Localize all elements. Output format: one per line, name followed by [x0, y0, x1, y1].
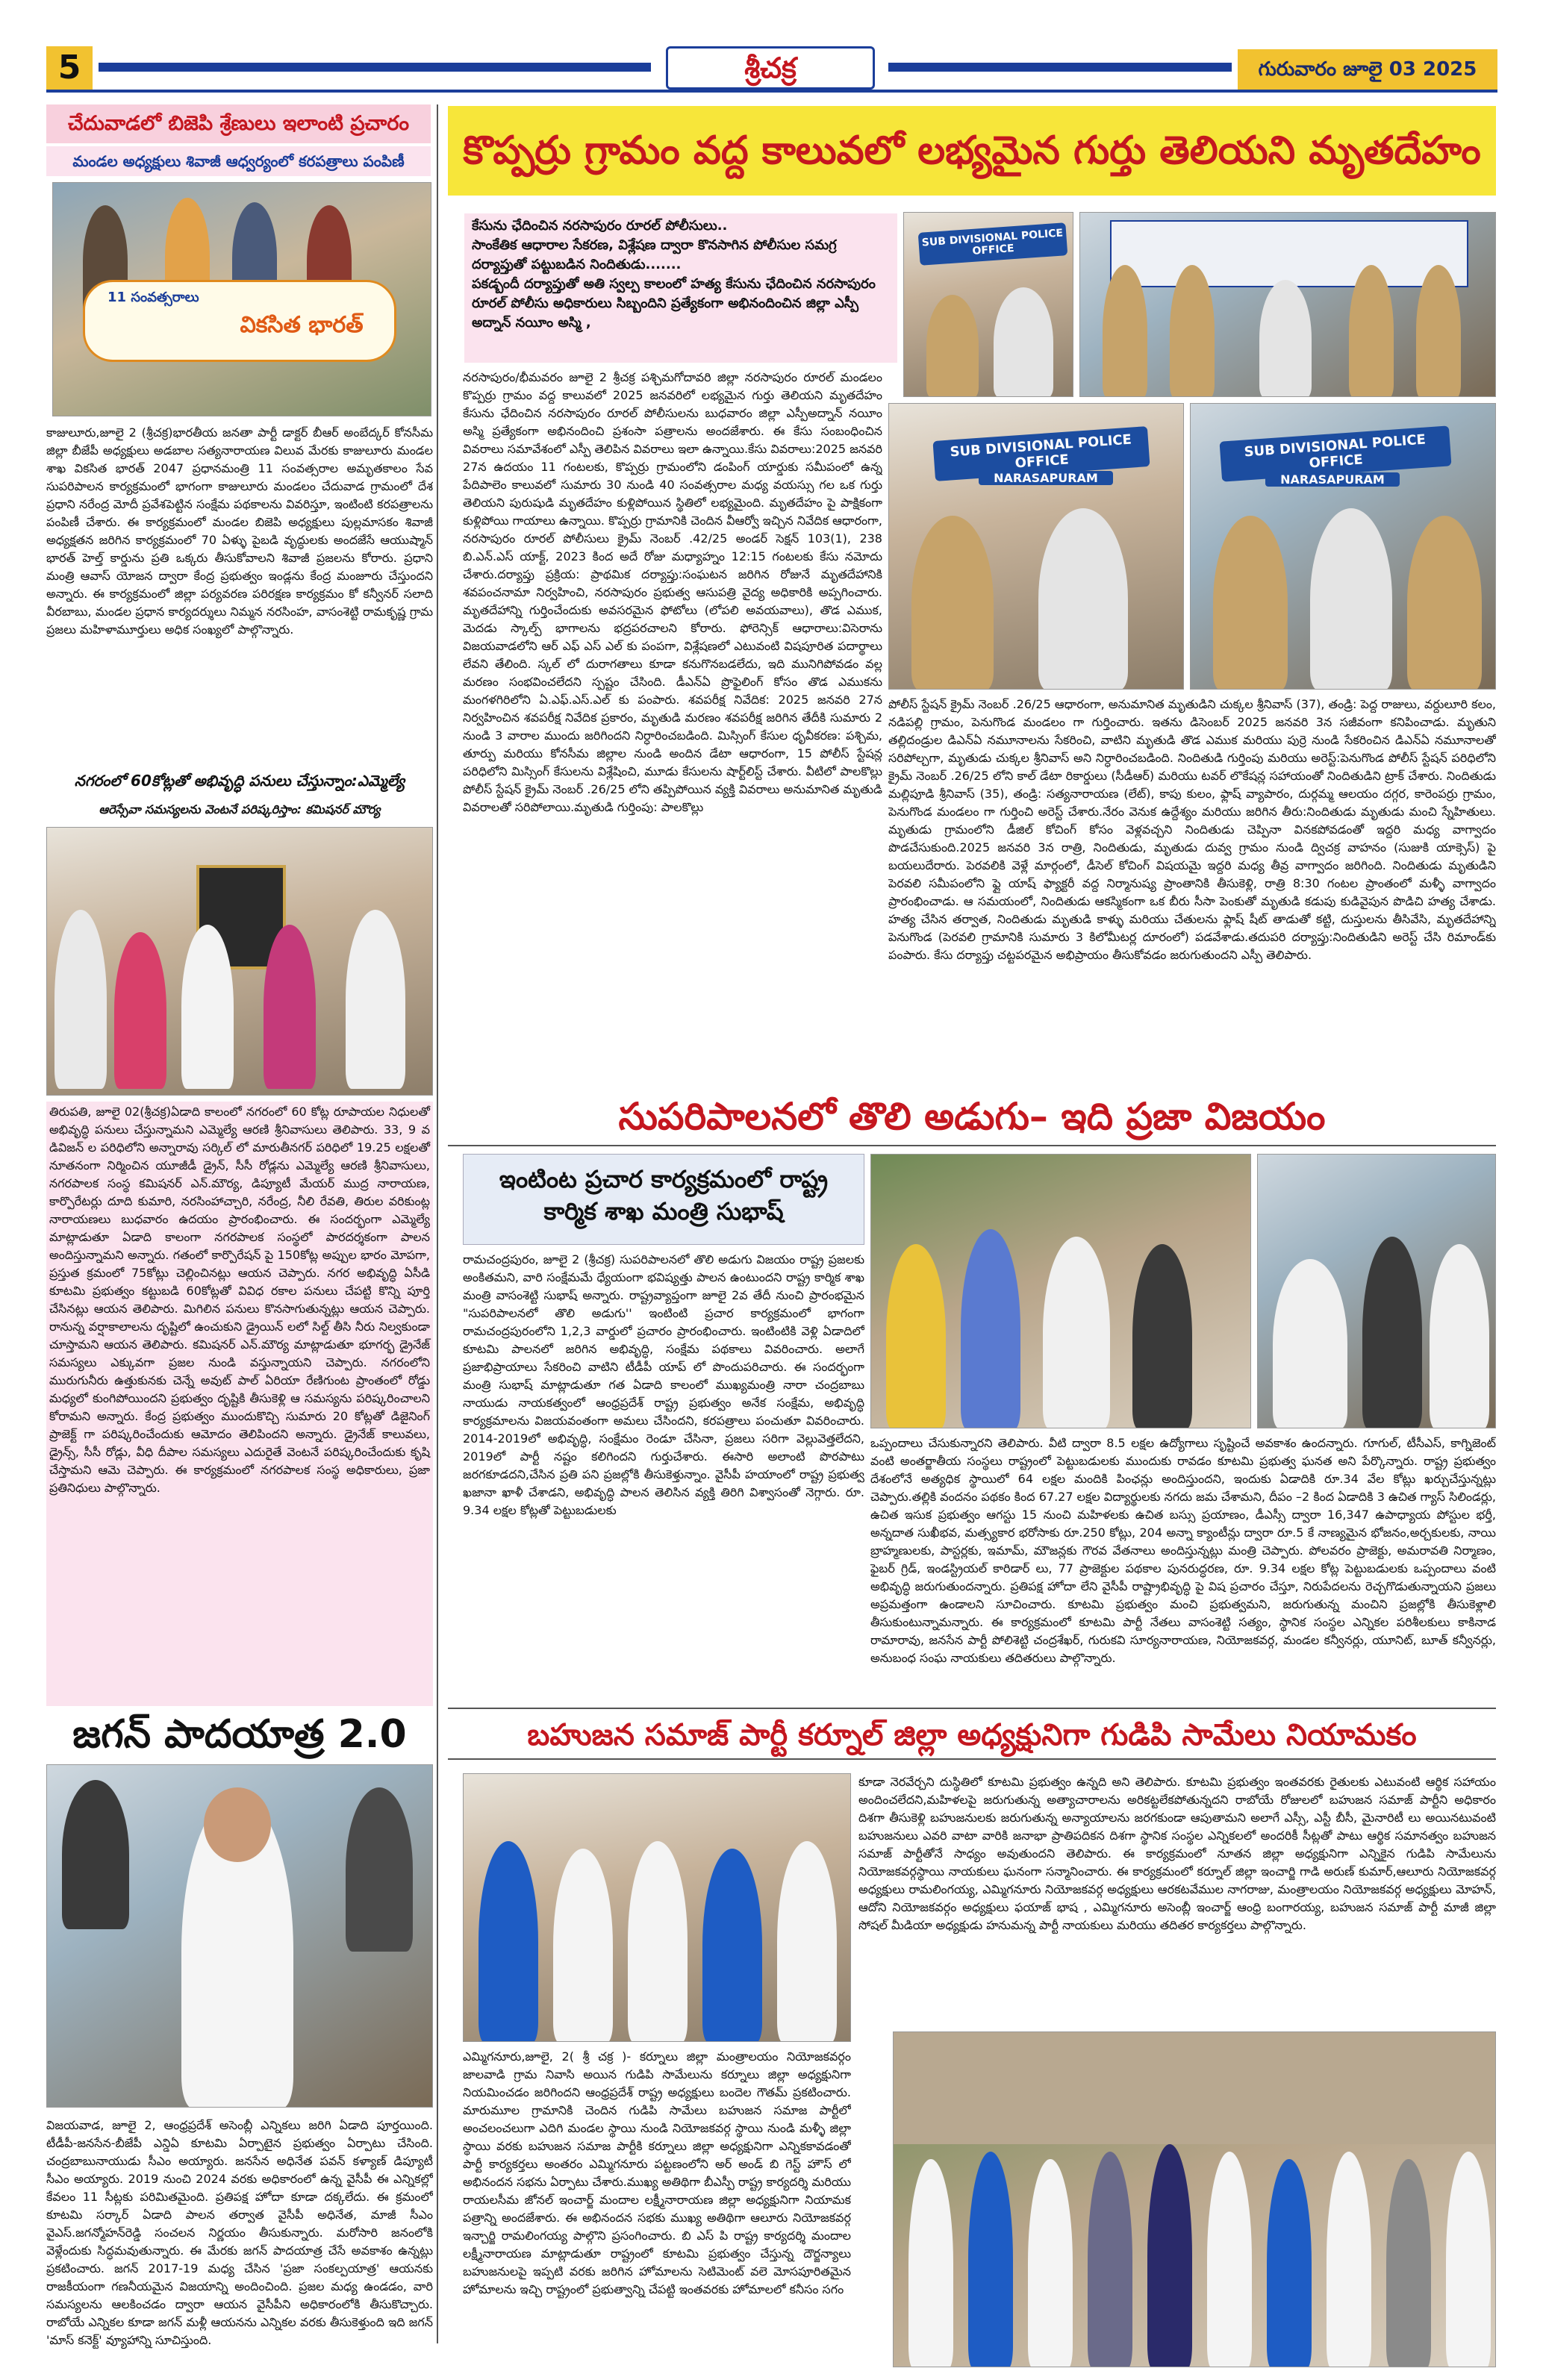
page-number: 5 [46, 46, 93, 90]
person-figure [926, 295, 979, 397]
police-photo-3 [888, 403, 1184, 690]
masthead [46, 46, 1497, 93]
person-figure [961, 1229, 1020, 1428]
person-figure [1132, 1244, 1192, 1428]
bjp-headline: చేదువాడలో బిజెపి శ్రేణులు ఇలాంటి ప్రచారం [46, 104, 431, 143]
person-figure [1349, 265, 1394, 397]
person-figure [1170, 265, 1215, 397]
person-figure [777, 1841, 837, 2042]
face [204, 1787, 271, 1862]
publication-logo: శ్రీచక్ర [666, 46, 875, 90]
police-signboard-place: NARASAPURAM [1265, 472, 1400, 487]
person-figure [114, 932, 166, 1089]
bsp-article-body-b: కూడా నెరవేర్చని దుస్థితిలో కూటమి ప్రభుత్వం ఉన్నది అని తెలిపారు. కూటమి ప్రభుత్వం ఇంతవరకు రైతులకు ఎటువంటి ఆర్థిక సహాయం అందించలేదని,మహిళలపై జరుగుతున్న అత్యాచారాలను అరికట్టలేకపోతున్నదని రాబోయే రోజులలో బహుజన సమాజ్ పార్టీని అధికారం దిశగా తీసుకెళ్లి బహుజనులకు జరుగుతున్న అన్యాయాలను జరగకుండా ఆపుతామని అలాగే ఎస్సీ, ఎస్టీ బీసీ, మైనారిటీ లు అయినటువంటి బహుజనులు ఎవరి వాటా వారికి జనాభా ప్రాతిపదికన దిశగా స్థానిక సంస్థల ఎన్నికలలో అందరికీ సీట్లతో పాటు ఆర్థిక సమానత్వం బహుజన సమాజ్ పార్టీతోనే సాధ్యం అవుతుందని తెలిపారు. ఈ కార్యక్రమంలో నూతన జిల్లా అధ్యక్షునిగా ఎన్నికైన గుడిపి సామేలును నియోజకవర్గస్థాయి నాయకులు ఘనంగా సన్మానించారు. ఈ కార్యక్రమంలో కర్నూల్ జిల్లా ఇంచార్జి గాడి అరుణ్ కుమార్,ఆలూరు నియోజకవర్గ అధ్యక్షులు రామలింగయ్య, ఎమ్మిగనూరు నియోజకవర్గ అధ్యక్షులు ఆరకటవేముల నాగరాజు, మంత్రాలయం నియోజకవర్గ అధ్యక్షులు మోహన్, ఆదోని నియోజకవర్గం అధ్యక్షులు ఫయాజ్ భాష , ఎమ్మిగనూరు అసెంబ్లీ ఇంచార్జ్ ఆంధ్రి బంగారయ్య, బహుజన సమాజ్ పార్టీ మాజీ జిల్లా సోషల్ మీడియా అధ్యక్షుడు హనుమన్న పార్టీ నాయకులు మరియు తదితర కార్యకర్తలు పాల్గొన్నారు. [858, 1775, 1496, 1932]
person-figure [1103, 265, 1147, 397]
mla-subhead: ఆరెస్సేవా సమస్యలను వెంటనే పరిష్కరిస్తాం: కమిషనర్ మౌర్య [99, 802, 381, 816]
person-figure [1430, 1244, 1489, 1428]
jagan-article-body: విజయవాడ, జూలై 2, ఆంధ్రప్రదేశ్ అసెంబ్లీ ఎన్నికలు జరిగి ఏడాది పూర్తయింది. టీడీపీ-జనసేన-బీజేపీ ఎన్డిఏ కూటమి ఏర్పాటైన ప్రభుత్వం ఏర్పాటు చేసింది. చంద్రబాబునాయుడు సీఎం అయ్యారు. జనసేన అధినేత పవన్ కళ్యాణ్ డిప్యూటీ సీఎం అయ్యారు. 2019 నుంచి 2024 వరకు అధికారంలో ఉన్న వైసీపీ ఈ ఎన్నికల్లో కేవలం 11 సీట్లకు పరిమితమైంది. ప్రతిపక్ష హోదా కూడా దక్కలేదు. ఈ క్రమంలో కూటమి సర్కార్ ఏడాది పాలన తర్వాత వైసీపీ అధినేత, మాజీ సీఎం వైఎస్.జగన్మోహన్‌రెడ్డి సంచలన నిర్ణయం తీసుకున్నారు. మరోసారి జనంలోకి వెళ్లేందుకు సిద్ధమవుతున్నారు. ఈ మేరకు జగన్ పాదయాత్ర చేసే అవకాశం ఉన్నట్లు ప్రకటించారు. జగన్ 2017-19 మధ్య చేసిన 'ప్రజా సంకల్పయాత్ర' ఆయనకు రాజకీయంగా గణనీయమైన విజయాన్ని అందించింది. ప్రజల మధ్య ఉండడం, వారి సమస్యలను ఆలకించడం ద్వారా ఆయన వైసీపీని అధికారంలోకి తీసుకొచ్చారు. రాబోయే ఎన్నికల కూడా జగన్ మళ్లీ ఆయనను ఎన్నికల వరకు తీసుకెళ్తుంది ఇది జగన్ 'మాస్ కనెక్ట్' వ్యూహాన్ని సూచిస్తుంది. [46, 2118, 433, 2347]
person-figure [968, 2152, 1013, 2367]
minister-title-box [463, 1154, 864, 1245]
person-figure [1213, 516, 1288, 690]
person-figure [1028, 2159, 1073, 2367]
minister-article-body-b: ఒప్పందాలు చేసుకున్నారని తెలిపారు. వీటి ద్వారా 8.5 లక్షల ఉద్యోగాలు సృష్టించే అవకాశం ఉందన్నారు. గూగుల్, టీసీఎస్, కాగ్నిజెంట్ వంటి అంతర్జాతీయ సంస్థలు రాష్ట్రంలో పెట్టుబడులకు ముందుకు రావడం కూటమి ప్రభుత్వ ఘనత అని పేర్కొన్నారు. రాష్ట్ర ప్రభుత్వం దేశంలోనే అత్యధిక స్థాయిలో 64 లక్షల మందికి పింఛన్లు అందిస్తుందని, ఇందుకు ఏడాదికి రూ.34 వేల కోట్లు ఖర్చుచేస్తున్నట్లు చెప్పారు.తల్లికి వందనం పథకం కింద 67.27 లక్షల విద్యార్థులకు నగదు జమ చేశామని, దీపం –2 కింద ఏడాదికి 3 ఉచిత గ్యాస్ సిలిండర్లు, ఉచిత ఇసుక ప్రభుత్వం ఆగస్టు 15 నుంచి మహిళలకు ఉచిత బస్సు ప్రయాణం, డీఎస్సీ ద్వారా 16,347 ఉపాధ్యాయ పోస్టుల భర్తీ, అన్నదాత సుఖీభవ, మత్స్యకార భరోసాకు రూ.250 కోట్లు, 204 అన్నా క్యాంటీన్లు ద్వారా రూ.5 కే నాణ్యమైన భోజనం,అర్చకులకు, నాయి బ్రాహ్మణులకు, పాస్టర్లకు, ఇమామ్, మౌజన్లకు గౌరవ వేతనాలు అందిస్తున్నట్లు మంత్రి చెప్పారు. పోలవరం ప్రాజెక్టు, అమరావతి నిర్మాణం, ఫైబర్ గ్రిడ్, ఇండస్ట్రియల్ కారిడార్ లు, 77 ప్రాజెక్టుల పథకాల పునరుద్ధరణ, రూ. 9.34 లక్షల కోట్ల పెట్టుబడులకు ఒప్పందాలు వంటి అభివృద్ధి జరుగుతుందన్నారు. ప్రతిపక్ష హోదా లేని వైసీపీ రాష్ట్రాభివృద్ధి పై విష ప్రచారం చేస్తూ, నిరుపేదలను రెచ్చగొడుతున్నాయని ప్రజలు అప్రమత్తంగా ఉండాలని సూచించారు. కూటమి ప్రభుత్వం మంచి ప్రభుత్వమని, జరుగుతున్న మంచిని ప్రజల్లోకి తీసుకెళ్లాలి తీసుకుంటున్నామన్నారు. ఈ కార్యక్రమంలో కూటమి పార్టీ నేతలు వాసంశెట్టి సత్యం, స్థానిక సంస్థల ఎన్నికల పరిశీలకులు కాకినాడ రామారావు, జనసేన పార్టీ పోలిశెట్టి చంద్రశేఖర్, గురుకవి సూర్యనారాయణ, నియోజకవర్గ, మండల కన్వీనర్లు, యూనిట్, బూత్ కన్వీనర్లు, అనుబంధ సంఘ నాయకులు తదితరులు పాల్గొన్నారు. [870, 1436, 1496, 1665]
bjp-article-body: కాజులూరు,జూలై 2 (శ్రీచక్ర)భారతీయ జనతా పార్టీ డాక్టర్ బీఆర్ అంబేద్కర్ కోనసీమ జిల్లా బీజేపీ అధ్యక్షులు అడబాల సత్యనారాయణ విలువ మేరకు కాజులూరు మండల శాఖ వికసిత భారత్ 2047 ప్రధానమంత్రి 11 సంవత్సరాల అమృతకాలం సేవ సుపరిపాలన కార్యక్రమంలో భాగంగా కాజులూరు మండలం చేదువాడ గ్రామంలో దేశ ప్రధాని నరేంద్ర మోదీ ప్రవేశపెట్టిన సంక్షేమ పథకాలను వివరిస్తూ, ఇంటింటి కరపత్రాలను పంపిణీ చేశారు. ఈ కార్యక్రమంలో మండల బిజెపి అధ్యక్షులు పుల్లమాసకం శివాజీ అధ్యక్షతన జరిగిన కార్యక్రమంలో 70 ఏళ్ళు పైబడి వృద్ధులకు అందజేసే ఆయుష్మాన్ భారత్ హెల్త్ కార్డును ప్రతి ఒక్కరు తీసుకోవాలని శివాజీ ప్రజలను కోరారు. ప్రధాని మంత్రి ఆవాస్ యోజన ద్వారా కేంద్ర ప్రభుత్వం ఇండ్లను కేంద్ర మంజూరు చేస్తుందని అన్నారు. ఈ కార్యక్రమంలో జిల్లా పర్యవరణ పరిరక్షణ కార్యక్రమం కో కన్వీనర్ సలాది వీరబాబు, మండల ప్రధాన కార్యదర్శులు నిమ్మన నరసింహ, వాసంశెట్టి రామకృష్ణ గ్రామ ప్రజలు మహిళామూర్తులు అధిక సంఖ్యలో పాల్గొన్నారు. [46, 425, 433, 637]
person-figure [1207, 2152, 1252, 2367]
bjp-campaign-photo [52, 182, 431, 416]
police-signboard-place: NARASAPURAM [979, 471, 1113, 485]
person-figure [346, 910, 405, 1089]
police-article-body-b: పోలీస్ స్టేషన్ క్రైమ్ నెంబర్ .26/25 ఆధారంగా, అనుమానిత మృతుడిని చుక్కల శ్రీనివాస్ (37), తండ్రి: పెద్ద రాజులు, వర్దులూరి కలం, నడిపల్లి గ్రామం, పెనుగొండ మండలం గా గుర్తించారు. ఇతను డిసెంబర్ 2025 జనవరి 3న సజీవంగా కనిపించాడు. మృతుని తల్లిదండ్రుల డిఎన్ఏ నమూనాలను సేకరించి, వాటిని మృతుడి తొడ ఎముక మరియు పుర్రె నుండి సేకరించిన డిఎన్ఏ నమూనాలతో సరిపోల్చగా, మృతుడు చుక్కల శ్రీనివాస్ అని నిర్ధారించబడింది. నిందితుడి గుర్తింపు మరియు అరెస్ట్:పెనుగొండ పోలీస్ స్టేషన్ పరిధిలోని క్రైమ్ నెంబర్ .26/25 లోని కాల్ డేటా రికార్డులు (సీడీఆర్) మరియు టవర్ లొకేషన్ల సహాయంతో నిందితుడిని ట్రాక్ చేశారు. నిందితుడు మల్లిపూడి శ్రీనివాస్ (35), తండ్రి: సత్యనారాయణ (లేట్), కాపు కులం, ఫ్లాష్ వ్యాపారం, దుర్గమ్మ ఆలయం దగ్గర, కారెంపర్రు గ్రామం, పెనుగొండ మండలం గా గుర్తించి అరెస్ట్ చేశారు.నేరం వెనుక ఉద్దేశ్యం మరియు జరిగిన తీరు:నిందితుడు మృతుడు మంచి స్నేహితులు. మృతుడు గ్రామంలోని డీజిల్ కోచింగ్ కోసం వెళ్లవచ్చని నిందితుడు చెప్పినా వినకపోవడంతో ఇద్దరి మధ్య వాగ్వాదం పొడచేసుకుంది.2025 జనవరి 3న రాత్రి, నిందితుడు, మృతుడు దువ్వ గ్రామం నుండి ద్విచక్ర వాహనం (సుజుకి యాక్సెస్) పై బయలుదేరారు. పెరవలికి వెళ్లే మార్గంలో, డీసెల్ కోచింగ్ విషయమై ఇద్దరి మధ్య తీవ్ర వాగ్వాదం జరిగింది. నిందితుడు మృతుడిని పెరవలి సమీపంలోని ఫ్లై యాష్ ఫ్యాక్టరీ వద్ద నిర్మానుష్య ప్రాంతానికి తీసుకెళ్లి, రాత్రి 8:30 గంటల ప్రాంతంలో మళ్ళీ వాగ్వాదం ప్రారంభించాడు. ఆ సమయంలో, నిందితుడు ఆకస్మికంగా ఒక బీరు సీసా పెంకుతో మృతుడి కడుపు కుడివైపున పొడిచి హత్య చేశాడు. హత్య చేసిన తర్వాత, నిందితుడు మృతుడి కాళ్ళు మరియు చేతులను ఫ్లాష్ షీట్ తాడుతో కట్టి, దుస్తులను తీసివేసి, మృతదేహాన్ని పెనుగొండ (పెరవలి గ్రామానికి సుమారు 3 కిలోమీటర్ల దూరంలో) పడవేశాడు.తదుపరి దర్యాప్తు:నిందితుడిని అరెస్ట్ చేసి రిమాండ్‌కు పంపారు. కేసు దర్యాప్తు చట్టపరమైన అభిప్రాయం తీసుకోవడం జరుగుతుందని ఎస్పీ తెలిపారు. [888, 697, 1496, 962]
person-figure [994, 287, 1053, 397]
person-figure [1327, 2152, 1371, 2367]
banner-backdrop [1110, 220, 1468, 287]
person-figure [1267, 2159, 1312, 2367]
person-figure [1043, 1237, 1110, 1428]
person-figure [346, 1787, 413, 1952]
bjp-subhead: మండల అధ్యక్షులు శివాజీ ఆధ్వర్యంలో కరపత్రాలు పంపిణీ [46, 146, 431, 176]
highlight-line: కేసును ఛేదించిన నరసాపురం రూరల్ పోలీసులు.. [472, 218, 728, 234]
person-figure [1259, 280, 1312, 397]
highlight-line: పకడ్బందీ దర్యాప్తుతో అతి స్వల్ప కాలంలో హత్య కేసును ఛేదించిన నరసాపురం రూరల్ పోలీసు అధికారులు సిబ్బందిని ప్రత్యేకంగా అభినందించిన జిల్లా ఎస్పీ అద్నాన్ నయీం అస్మి , [472, 276, 876, 331]
police-signboard: SUB DIVISIONAL POLICE OFFICE [932, 426, 1150, 481]
person-figure [479, 1841, 538, 2042]
person-figure [62, 1780, 129, 1929]
jagan-headline: జగన్ పాదయాత్ర 2.0 [72, 1712, 407, 1757]
person-figure [702, 1849, 762, 2042]
person-figure [908, 2159, 953, 2367]
inauguration-photo [46, 827, 433, 1096]
person-figure [264, 925, 316, 1089]
banner-title: వికసిత భారత్ [240, 312, 364, 338]
highlight-line: సాంకేతిక ఆధారాల సేకరణ, విశ్లేషణ ద్వారా కొనసాగిన పోలీసుల సమగ్ర దర్యాప్తుతో పట్టుబడిన నిందితుడు....... [472, 237, 837, 273]
person-figure [1362, 1237, 1422, 1428]
governance-banner: సుపరిపాలనలో తొలి అడుగు– ఇది ప్రజా విజయం [448, 1087, 1496, 1146]
person-figure [1416, 265, 1461, 397]
mla-headline: నగరంలో 60కోట్లతో అభివృద్ధి పనులు చేస్తున్నాం:ఎమ్మెల్యే [74, 772, 405, 790]
banner-years: 11 సంవత్సరాలు [107, 290, 199, 305]
person-figure [628, 1841, 688, 2042]
campaign-banner [83, 280, 396, 362]
police-photo-2 [1079, 212, 1496, 397]
highlights-box [464, 213, 897, 363]
main-headline: కొప్పర్రు గ్రామం వద్ద కాలువలో లభ్యమైన గుర్తు తెలియని మృతదేహం [448, 106, 1496, 196]
person-figure [1038, 508, 1128, 690]
campaign-photo-2 [1257, 1154, 1496, 1428]
person-figure [54, 910, 107, 1089]
person-figure [1310, 508, 1392, 690]
person-figure [1147, 2144, 1192, 2367]
police-photo-4 [1190, 403, 1496, 690]
person-figure [1386, 2159, 1431, 2367]
person-figure [911, 516, 994, 690]
person-figure [1273, 1259, 1347, 1428]
person-figure [1088, 2152, 1132, 2367]
minister-title: ఇంటింట ప్రచార కార్యక్రమంలో రాష్ట్ర కార్మిక శాఖ మంత్రి సుభాష్ [499, 1165, 829, 1226]
person-figure [553, 1849, 613, 2042]
masthead-rule [99, 63, 651, 72]
police-signboard: SUB DIVISIONAL POLICE OFFICE [918, 222, 1068, 266]
jagan-photo [46, 1764, 433, 2108]
bsp-appointment-photo [463, 1773, 851, 2042]
mla-article-body: తిరుపతి, జూలై 02(శ్రీచక్ర)ఏడాది కాలంలో నగరంలో 60 కోట్ల రూపాయల నిధులతో అభివృద్ధి పనులు చేస్తున్నామని ఎమ్మెల్యే ఆరణి శ్రీనివాసులు తెలిపారు. 33, 9 వ డివిజన్ ల పరిధిలోని అన్నారావు సర్కిల్ లో మారుతీనగర్ పరిధిలో 19.25 లక్షలతో నూతనంగా నిర్మించిన యూజీడీ డ్రైన్, సీసీ రోడ్లను ఎమ్మెల్యే ఆరణి శ్రీనివాసులు, నగరపాలక సంస్థ కమిషనర్ ఎన్.మౌర్య, డిప్యూటీ మేయర్ ముద్ర నారాయణ, కార్పొరేటర్లు దూది కుమారి, నరసింహాచ్చారి, నరేంద్ర, నీలి రేవతి, తిరుల వరికుంట్ల నారాయణలు బుధవారం ఉదయం ప్రారంభించారు. ఈ సందర్భంగా ఎమ్మెల్యే మాట్లాడుతూ ఏడాది కాలంగా నగరపాలక సంస్థలో పారదర్శకంగా పాలన అందిస్తున్నామని అన్నారు. గతంలో కార్పొరేషన్ పై 150కోట్ల అప్పుల భారం మోపగా, ప్రస్తుత క్రమంలో 75కోట్లు చెల్లించినట్లు ఆయన చెప్పారు. నగర అభివృద్ధి ఏసీడి కూటమి ప్రభుత్వం కట్టుబడి 60కోట్లతో వివిధ రకాల పనులు చేపట్టి కొన్ని పూర్తి చేసినట్లు ఆయన తెలిపారు. మిగిలిన పనులు కొనసాగుతున్నట్లు ఆయన చెప్పారు. రానున్న వర్షాకాలాలను దృష్టిలో ఉంచుకుని డ్రైయిన్ లలో సిల్ట్ తీసి నీరు నిల్వకుండా చూస్తామని ఆయన తెలిపారు. కమిషనర్ ఎన్.మౌర్య మాట్లాడుతూ భూగర్భ డ్రైనేజ్ సమస్యలు ఎక్కువగా ప్రజల నుండి వస్తున్నాయని చెప్పారు. నగరంలోని మురుగునీరు ఉత్తుకునకు చెన్నే అవుట్ పాల్ ఏరియా రేణిగుంట ప్రాంతంలో రోడ్డు మధ్యలో కుంగిపోయిందని ప్రభుత్వం దృష్టికి తీసుకెళ్లి ఆ సమస్యను పరిష్కరించాలని కోరామని అన్నారు. కేంద్ర ప్రభుత్వం ముందుకొచ్చి సుమారు 20 కోట్లతో డిజైనింగ్ ప్రాజెక్ట్ గా పరిష్కరించేందుకు ఆమోదం తెలిపిందని అన్నారు. డ్రైనేజ్ కాలువలు, డ్రైన్స్, సీసీ రోడ్లు, వీధి దీపాల సమస్యలు ఎదురైతే వెంటనే పరిష్కరించేందుకు కృషి చేస్తామని ఆమె చెప్పారు. ఈ కార్యక్రమంలో నగరపాలక సంస్థ అధికారులు, ప్రజా ప్రతినిధులు పాల్గొన్నారు. [46, 1102, 433, 1706]
building-wall [894, 2032, 1496, 2144]
masthead-rule-right [888, 63, 1232, 72]
police-photo-1 [903, 212, 1073, 397]
issue-date: గురువారం జూలై 03 2025 [1238, 49, 1497, 90]
person-figure [181, 925, 234, 1089]
campaign-photo-1 [870, 1154, 1251, 1428]
bsp-headline: బహుజన సమాజ్ పార్టీ కర్నూల్ జిల్లా అధ్యక్షునిగా గుడిపి సామేలు నియామకం [448, 1708, 1496, 1760]
bsp-group-photo [893, 2031, 1496, 2367]
police-signboard: SUB DIVISIONAL POLICE OFFICE [1219, 425, 1451, 481]
police-article-body-a: నరసాపురం/భీమవరం జూలై 2 శ్రీచక్ర పశ్చిమగోదావరి జిల్లా నరసాపురం రూరల్ మండలం కొప్పర్రు గ్రామం వద్ద కాలువలో 2025 జనవరిలో లభ్యమైన గుర్తు తెలియని మృతదేహం కేసును ఛేదించిన నరసాపురం రూరల్ పోలీసులను బుధవారం జిల్లా ఎస్పీఅద్నాన్ నయీం అస్మి ప్రత్యేకంగా అభినందించి ప్రశంసా పత్రాలను అందజేశారు. ఈ కేసు సంబంధించిన వివరాలు సమావేశంలో ఎస్పీ తెలిపిన వివరాలు ఇలా ఉన్నాయి.కేసు వివరాలు:2025 జనవరి 27న ఉదయం 11 గంటలకు, కొప్పర్రు గ్రామంలోని డంపింగ్ యార్డుకు సమీపంలో ఉన్న పేదిపాలెం కాలువలో సుమారు 30 నుండి 40 సంవత్సరాల మధ్య వయస్సు గల ఒక గుర్తు తెలియని పురుషుడి మృతదేహం కుళ్లిపోయిన స్థితిలో లభ్యమైంది. మృతదేహం పై పాక్షికంగా కుళ్లిపోయి గాయాలు ఉన్నాయి. కొప్పర్రు గ్రామానికి చెందిన వీఆర్వో ఇచ్చిన నివేదిక ఆధారంగా, నరసాపురం రూరల్ పోలీసులు క్రైమ్ నెంబర్ .42/25 అండర్ సెక్షన్ 103(1), 238 బి.ఎన్.ఎస్ యాక్ట్, 2023 కింద అదే రోజు మధ్యాహ్నం 12:15 గంటలకు కేసు నమోదు చేశారు.దర్యాప్తు ప్రక్రియ: ప్రాథమిక దర్యాప్తు:సంఘటన జరిగిన రోజునే మృతదేహానికి శవపంచనామా నిర్వహించి, నరసాపురం ప్రభుత్వ ఆసుపత్రి వైద్య అధికారికి అప్పగించారు. మృతదేహాన్ని గుర్తించేందుకు అవసరమైన ఫోటోలు (లోపలి అవయవాలు), తొడ ఎముక, మెదడు స్కాల్ప్ భాగాలను భద్రపరచాలని కోరారు. ఫోరెన్సిక్ ఆధారాలు:విసెరాను విజయవాడలోని ఆర్ ఎఫ్ ఎస్ ఎల్ కు పంపగా, విశ్లేషణలో ఎటువంటి విషపూరిత పదార్థాలు లేవని తేలింది. స్కల్ లో దురాగతాలు కూడా కనుగొనబడలేదు, ఇది మునిగిపోవడం వల్ల మరణం సంభవించలేదని స్పష్టం చేసింది. డీఎన్ఏ ప్రొఫైలింగ్ కోసం తొడ ఎముకను మంగళగిరిలోని ఏ.ఎఫ్.ఎస్.ఎల్ కు పంపారు. శవపరీక్ష నివేదిక: 2025 జనవరి 27న నిర్వహించిన శవపరీక్ష నివేదిక ప్రకారం, మృతుడి మరణం శవపరీక్ష జరిగిన తేదీకి సుమారు 2 నుండి 3 వారాల ముందు జరిగిందని నిర్ధారించబడింది. మిస్సింగ్ కేసుల ధృవీకరణ: పశ్చిమ, తూర్పు మరియు కోనసీమ జిల్లాల నుండి అందిన డేటా ఆధారంగా, 15 పోలీస్ స్టేషన్ల పరిధిలోని మిస్సింగ్ కేసులను విశ్లేషించి, మూడు కేసులను షార్ట్‌లిస్ట్ చేశారు. వీటిలో పాలకొల్లు పోలీస్ స్టేషన్ క్రైమ్ నెంబర్ .26/25 లోని తప్పిపోయిన వ్యక్తి వివరాలు అనుమానిత మృతుడి వివరాలతో సరిపోలాయి.మృతుడి గుర్తింపు: పాలకొల్లు [463, 370, 882, 814]
person-figure [1407, 516, 1482, 690]
column-rule-left [437, 104, 438, 2343]
person-figure [886, 1244, 946, 1428]
person-figure [1446, 2152, 1491, 2367]
minister-article-body-a: రామచంద్రపురం, జూలై 2 (శ్రీచక్ర) సుపరిపాలనలో తొలి అడుగు విజయం రాష్ట్ర ప్రజలకు అంకితమని, వారి సంక్షేమమే ధ్యేయంగా భవిష్యత్తు పాలన ఉంటుందని రాష్ట్ర కార్మిక శాఖ మంత్రి వాసంశెట్టి సుభాష్ అన్నారు. రాష్ట్రవ్యాప్తంగా జూలై 2వ తేదీ నుంచి ప్రారంభమైన "సుపరిపాలనలో తొలి అడుగు'' ఇంటింటి ప్రచార కార్యక్రమంలో భాగంగా రామచంద్రపురంలోని 1,2,3 వార్డులో ప్రచారం ప్రారంభించారు. ఇంటింటికి వెళ్లి ఏడాదిలో కూటమి పాలనలో జరిగిన అభివృద్ధి, సంక్షేమ పథకాలు వివరించారు. అలాగే ప్రజాభిప్రాయాలు సేకరించి వాటిని టీడీపీ యాప్ లో పొందుపరిచారు. ఈ సందర్భంగా మంత్రి సుభాష్ మాట్లాడుతూ గత ఏడాది కాలంలో ముఖ్యమంత్రి నారా చంద్రబాబు నాయుడు నాయకత్వంలో ఆంధ్రప్రదేశ్ రాష్ట్ర ప్రభుత్వం అనేక సంక్షేమ, అభివృద్ధి కార్యక్రమాలను విజయవంతంగా అమలు చేసిందని, కరపత్రాలు పంచుతూ వివరించారు. 2014-2019లో అభివృద్ధి, సంక్షేమం రెండూ చేసినా, ప్రజలు సరిగా వెల్లువెత్తలేదని, 2019లో పార్టీ నష్టం కలిగిందని గుర్తుచేశారు. ఈసారి అలాంటి పొరపాటు జరగకూడదని,చేసిన ప్రతి పని ప్రజల్లోకి తీసుకెళ్తున్నాం. వైసీపీ హయాంలో రాష్ట్ర ప్రభుత్వ ఖజానా ఖాళీ చేశాడని, అభివృద్ధి పాలన తెలిసిన వ్యక్తి తిరిగి విశ్వాసంతో నెగ్గారు. రూ. 9.34 లక్షల కోట్లతో పెట్టుబడులకు [463, 1252, 864, 1517]
bsp-article-body-a: ఎమ్మిగనూరు,జూలై, 2( శ్రీ చక్ర )- కర్నూలు జిల్లా మంత్రాలయం నియోజకవర్గం జాలవాడి గ్రామ నివాసి అయిన గుడిపి సామేలును కర్నూలు జిల్లా అధ్యక్షునిగా నియమించడం జరిగిందని ఆంధ్రప్రదేశ్ రాష్ట్ర అధ్యక్షులు బందెల గౌతమ్ ప్రకటించారు. మారుమూల గ్రామానికి చెందిన గుడిపి సామేలు బహుజన సమాజ పార్టీలో అంచలంచలుగా ఎదిగి మండల స్థాయి నుండి నియోజకవర్గ స్థాయి నుండి మళ్ళీ జిల్లా స్థాయి వరకు బహుజన సమాజ పార్టీకి కర్నూలు జిల్లా అధ్యక్షునిగా ఎన్నికకావడంతో పార్టీ కార్యకర్తలు అంతరం ఎమ్మిగనూరు పట్టణంలోని అర్ అండ్ బి గెస్ట్ హౌస్ లో అభినందన సభను ఏర్పాటు చేశారు.ముఖ్య అతిథిగా బీఎస్పీ రాష్ట్ర కార్యదర్శి మరియు రాయలసీమ జోనల్ ఇంచార్జ్ మందాల లక్ష్మీనారాయణ జిల్లా అధ్యక్షునిగా నియామక పత్రాన్ని అందజేశారు. ఈ అభినందన సభకు ముఖ్య అతిథిగా ఆలూరు నియోజకవర్గ ఇన్చార్జి రామలింగయ్య పాల్గొని ప్రసంగించారు. బి ఎస్ పి రాష్ట్ర కార్యదర్శి మందాల లక్ష్మీనారాయణ మాట్లాడుతూ రాష్ట్రంలో కూటమి ప్రభుత్వం చేస్తున్న దౌర్జన్యాలు బహుజనులపై ఇప్పటి వరకు జరిగిన హోమాలను సెటిమెంట్ వలె మోసపూరితమైన హోమాలను ఇచ్చి రాష్ట్రంలో ప్రభుత్వాన్ని చేపట్టి ఇంతవరకు హోమాలలో కనీసం సగం [463, 2049, 851, 2296]
